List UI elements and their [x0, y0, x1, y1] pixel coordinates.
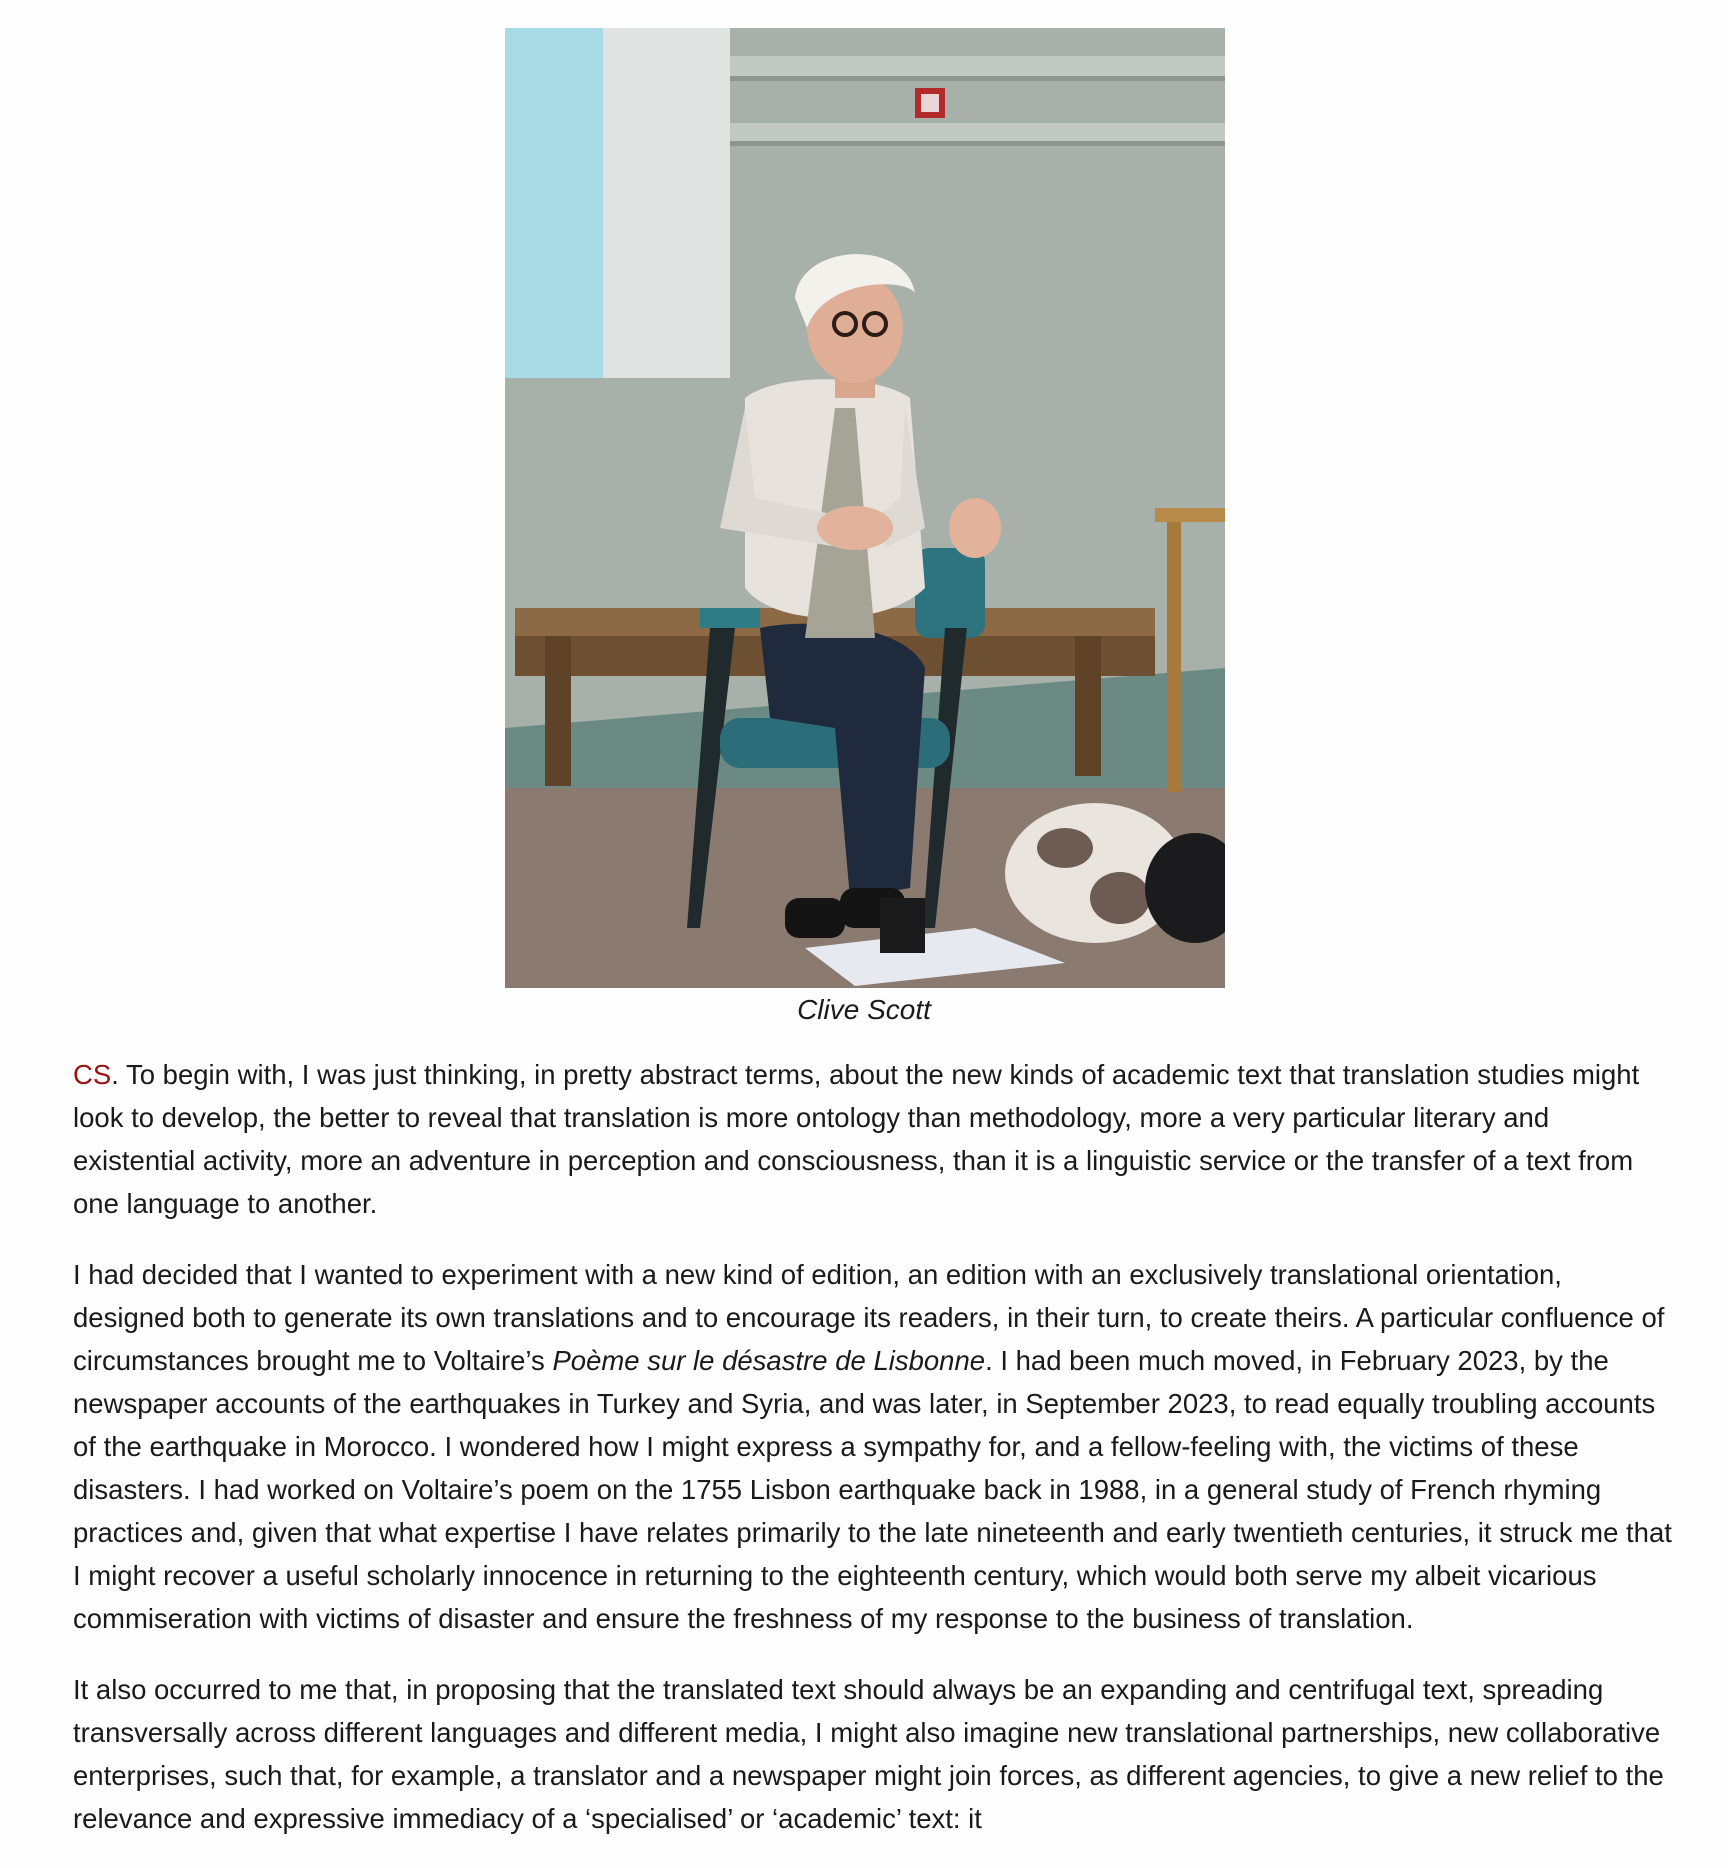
speaker-initials: CS [73, 1059, 112, 1090]
photo-caption: Clive Scott [797, 994, 931, 1025]
paragraph-1 [73, 1053, 1673, 1225]
interview-article [73, 1053, 1673, 1868]
poem-title: Poème sur le désastre de Lisbonne [552, 1345, 986, 1376]
paragraph-2-text-before: I had decided that I wanted to experiment with a new kind of edition, an edition with an exclusively translational orientation, designed both to generate its own translations and to encourage its readers, in their turn, to create theirs. A particular confluence of circumstances brought me to Voltaire’s [73, 1259, 1665, 1376]
paragraph-1-text: . To begin with, I was just thinking, in pretty abstract terms, about the new kinds of academic text that translation studies might look to develop, the better to reveal that translation is more ontology than methodology, more a very particular literary and existential activity, more an adventure in perception and consciousness, than it is a linguistic service or the transfer of a text from one language to another. [73, 1059, 1640, 1219]
photo-icon [505, 28, 1225, 988]
paragraph-3: It also occurred to me that, in proposing that the translated text should always be an expanding and centrifugal text, spreading transversally across different languages and different media, I might also imagine new translational partnerships, new collaborative enterprises, such that, for example, a translator and a newspaper might join forces, as different agencies, to give a new relief to the relevance and expressive immediacy of a ‘specialised’ or ‘academic’ text: it [73, 1674, 1664, 1834]
paragraph-2 [73, 1253, 1673, 1640]
paragraph-2-text-after: . I had been much moved, in February 2023, by the newspaper accounts of the earthquakes in Turkey and Syria, and was later, in September 2023, to read equally troubling accounts of the earthquake in Morocco. I wondered how I might express a sympathy for, and a fellow-feeling with, the victims of these disasters. I had worked on Voltaire’s poem on the 1755 Lisbon earthquake back in 1988, in a general study of French rhyming practices and, given that what expertise I have relates primarily to the late nineteenth and early twentieth centuries, it struck me that I might recover a useful scholarly innocence in returning to the eighteenth century, which would both serve my albeit vicarious commiseration with victims of disaster and ensure the freshness of my response to the business of translation. [73, 1345, 1672, 1634]
speaker-photo [505, 28, 1225, 988]
